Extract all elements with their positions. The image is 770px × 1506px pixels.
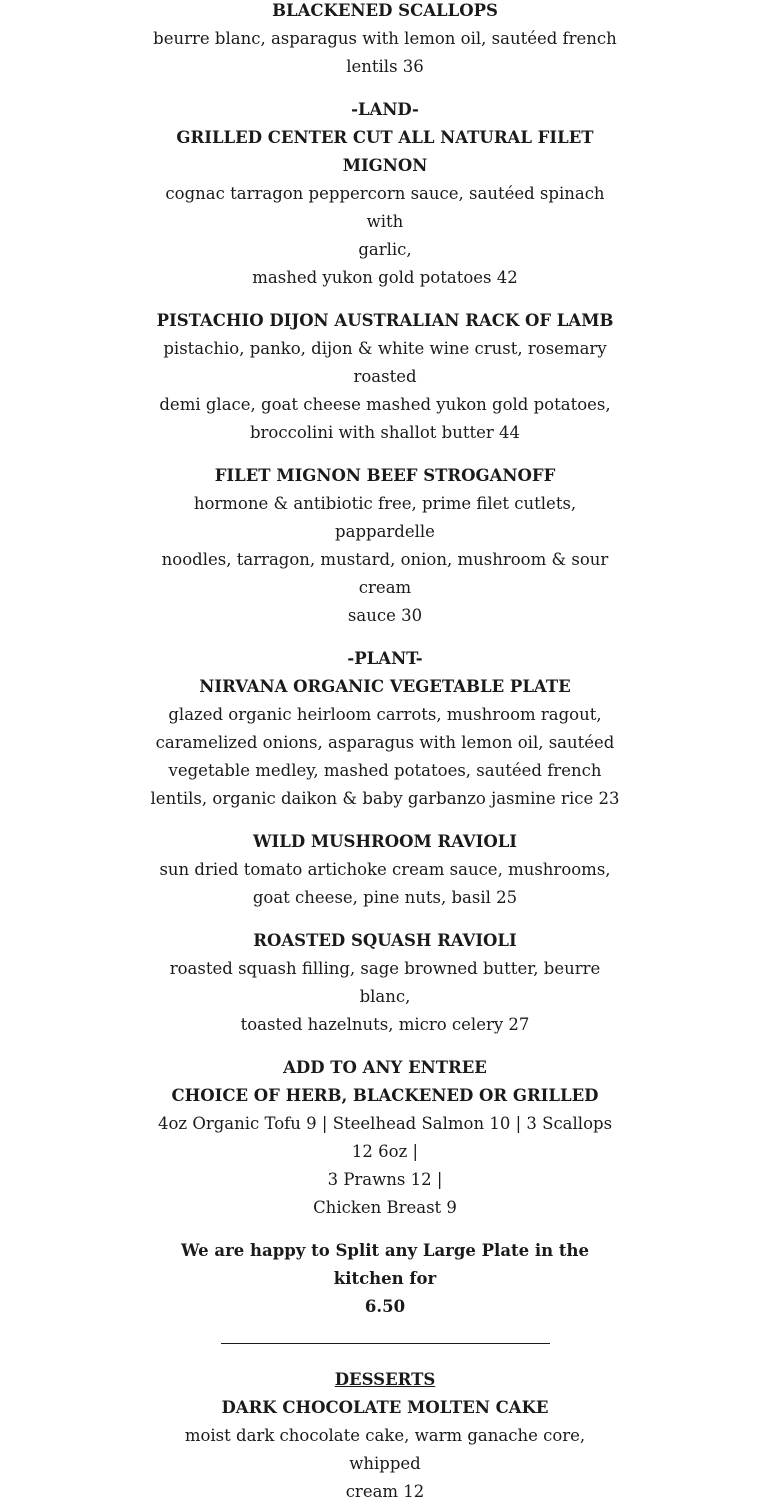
item-subtitle: CHOICE OF HERB, BLACKENED OR GRILLED bbox=[171, 1086, 599, 1105]
menu-item-beef-stroganoff bbox=[150, 462, 620, 630]
item-description-line: noodles, tarragon, mustard, onion, mushroom & sour cream bbox=[161, 550, 609, 597]
item-title: BLACKENED SCALLOPS bbox=[272, 1, 498, 20]
menu-item-add-to-entree bbox=[150, 1054, 620, 1222]
item-title: ROASTED SQUASH RAVIOLI bbox=[253, 931, 517, 950]
menu-item-wild-mushroom-ravioli bbox=[150, 828, 620, 912]
menu-item-rack-of-lamb bbox=[150, 307, 620, 447]
desserts-heading: DESSERTS bbox=[334, 1370, 436, 1389]
item-description-line: cognac tarragon peppercorn sauce, sautéed spinach with bbox=[165, 184, 605, 231]
menu bbox=[150, 0, 620, 1506]
item-title: ADD TO ANY ENTREE bbox=[283, 1058, 487, 1077]
menu-item-blackened-scallops bbox=[150, 0, 620, 81]
item-title: WILD MUSHROOM RAVIOLI bbox=[252, 832, 518, 851]
item-title: DARK CHOCOLATE MOLTEN CAKE bbox=[221, 1398, 549, 1417]
item-description-line: beurre blanc, asparagus with lemon oil, sautéed french bbox=[153, 29, 617, 48]
menu-item-vegetable-plate bbox=[150, 645, 620, 813]
item-description-line: toasted hazelnuts, micro celery 27 bbox=[240, 1015, 530, 1034]
section-heading-plant: -PLANT- bbox=[347, 649, 423, 668]
item-description-line: glazed organic heirloom carrots, mushroom ragout, bbox=[168, 705, 602, 724]
item-description-line: garlic, bbox=[358, 240, 412, 259]
item-description-line: caramelized onions, asparagus with lemon oil, sautéed bbox=[155, 733, 615, 752]
split-note-line: 6.50 bbox=[364, 1297, 406, 1316]
item-description-line: cream 12 bbox=[345, 1482, 425, 1501]
menu-item-filet-mignon bbox=[150, 96, 620, 292]
item-description-line: Chicken Breast 9 bbox=[313, 1198, 457, 1217]
section-heading-land: -LAND- bbox=[351, 100, 419, 119]
item-title: GRILLED CENTER CUT ALL NATURAL FILET MIGNON bbox=[176, 128, 594, 175]
item-description-line: sun dried tomato artichoke cream sauce, mushrooms, bbox=[159, 860, 611, 879]
item-description-line: vegetable medley, mashed potatoes, sautéed french bbox=[168, 761, 602, 780]
item-title: PISTACHIO DIJON AUSTRALIAN RACK OF LAMB bbox=[156, 311, 614, 330]
item-description-line: lentils 36 bbox=[346, 57, 424, 76]
item-description-line: mashed yukon gold potatoes 42 bbox=[252, 268, 518, 287]
item-title: NIRVANA ORGANIC VEGETABLE PLATE bbox=[199, 677, 571, 696]
split-plate-note bbox=[150, 1237, 620, 1321]
item-description-line: pistachio, panko, dijon & white wine crust, rosemary roasted bbox=[163, 339, 607, 386]
item-description-line: broccolini with shallot butter 44 bbox=[249, 423, 521, 442]
divider bbox=[221, 1343, 550, 1344]
item-description-line: 3 Prawns 12 | bbox=[327, 1170, 443, 1189]
item-description-line: hormone & antibiotic free, prime filet cutlets, pappardelle bbox=[193, 494, 577, 541]
desserts-section bbox=[150, 1366, 620, 1506]
split-note-line: We are happy to Split any Large Plate in the kitchen for bbox=[180, 1241, 589, 1288]
menu-item-squash-ravioli bbox=[150, 927, 620, 1039]
item-description-line: goat cheese, pine nuts, basil 25 bbox=[252, 888, 518, 907]
item-description-line: 4oz Organic Tofu 9 | Steelhead Salmon 10 | 3 Scallops 12 6oz | bbox=[157, 1114, 613, 1161]
item-description-line: lentils, organic daikon & baby garbanzo jasmine rice 23 bbox=[150, 789, 620, 808]
item-description-line: roasted squash filling, sage browned butter, beurre blanc, bbox=[169, 959, 601, 1006]
item-description-line: sauce 30 bbox=[347, 606, 423, 625]
item-title: FILET MIGNON BEEF STROGANOFF bbox=[214, 466, 556, 485]
item-description-line: demi glace, goat cheese mashed yukon gold potatoes, bbox=[159, 395, 611, 414]
item-description-line: moist dark chocolate cake, warm ganache core, whipped bbox=[184, 1426, 586, 1473]
